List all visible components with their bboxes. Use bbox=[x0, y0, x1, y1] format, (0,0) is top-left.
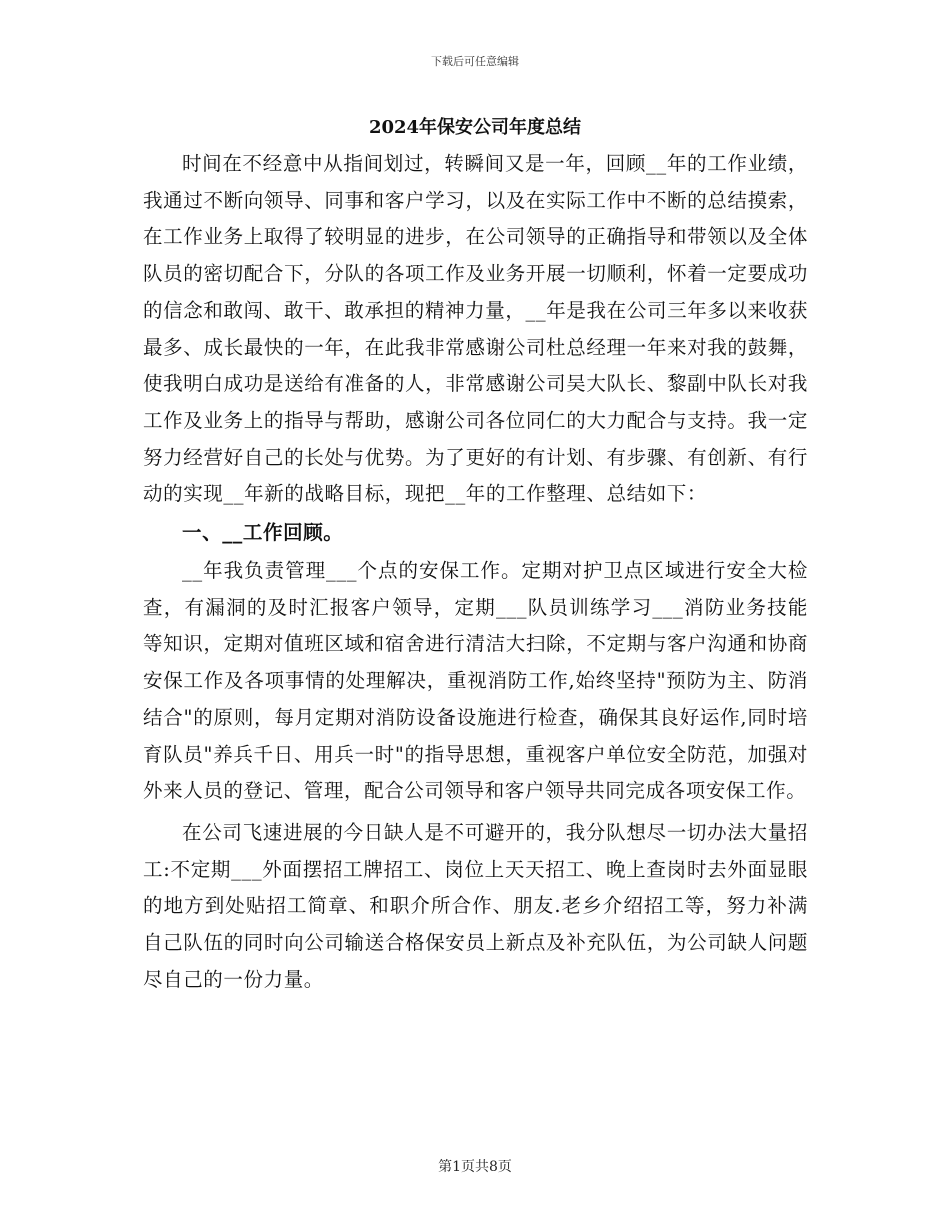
page-title: 2024年保安公司年度总结 bbox=[368, 117, 582, 138]
page-header-note: 下载后可任意编辑 bbox=[431, 55, 519, 68]
page-number: 第1页共8页 bbox=[438, 1159, 512, 1175]
section-paragraph-1: __年我负责管理___个点的安保工作。定期对护卫点区域进行安全大检查，有漏洞的及时汇报客户领导，定期___队员训练学习___消防业务技能等知识，定期对值班区域和宿舍进行清洁大扫除，不定期与客户沟通和协商安保工作及各项事情的处理解决，重视消防工作,始终坚持"预防为主、防消结合"的原则，每月定期对消防设备设施进行检查，确保其良好运作,同时培育队员"养兵千日、用兵一时"的指导思想，重视客户单位安全防范，加强对外来人员的登记、管理，配合公司领导和客户领导共同完成各项安保工作。 bbox=[143, 559, 808, 803]
intro-paragraph: 时间在不经意中从指间划过，转瞬间又是一年，回顾__年的工作业绩，我通过不断向领导、同事和客户学习，以及在实际工作中不断的总结摸索，在工作业务上取得了较明显的进步，在公司领导的正确指导和带领以及全体队员的密切配合下，分队的各项工作及业务开展一切顺利，怀着一定要成功的信念和敢闯、敢干、敢承担的精神力量，__年是我在公司三年多以来收获最多、成长最快的一年，在此我非常感谢公司杜总经理一年来对我的鼓舞，使我明白成功是送给有准备的人，非常感谢公司吴大队长、黎副中队长对我工作及业务上的指导与帮助，感谢公司各位同仁的大力配合与支持。我一定努力经营好自己的长处与优势。为了更好的有计划、有步骤、有创新、有行动的实现__年新的战略目标，现把__年的工作整理、总结如下： bbox=[143, 152, 808, 506]
section-heading: 一、__工作回顾。 bbox=[182, 521, 344, 545]
document-body bbox=[143, 146, 808, 998]
section-paragraph-2: 在公司飞速进展的今日缺人是不可避开的，我分队想尽一切办法大量招工:不定期___外面摆招工牌招工、岗位上天天招工、晚上查岗时去外面显眼的地方到处贴招工简章、和职介所合作、朋友.老乡介绍招工等，努力补满自己队伍的同时向公司输送合格保安员上新点及补充队伍，为公司缺人问题尽自己的一份力量。 bbox=[143, 820, 808, 991]
